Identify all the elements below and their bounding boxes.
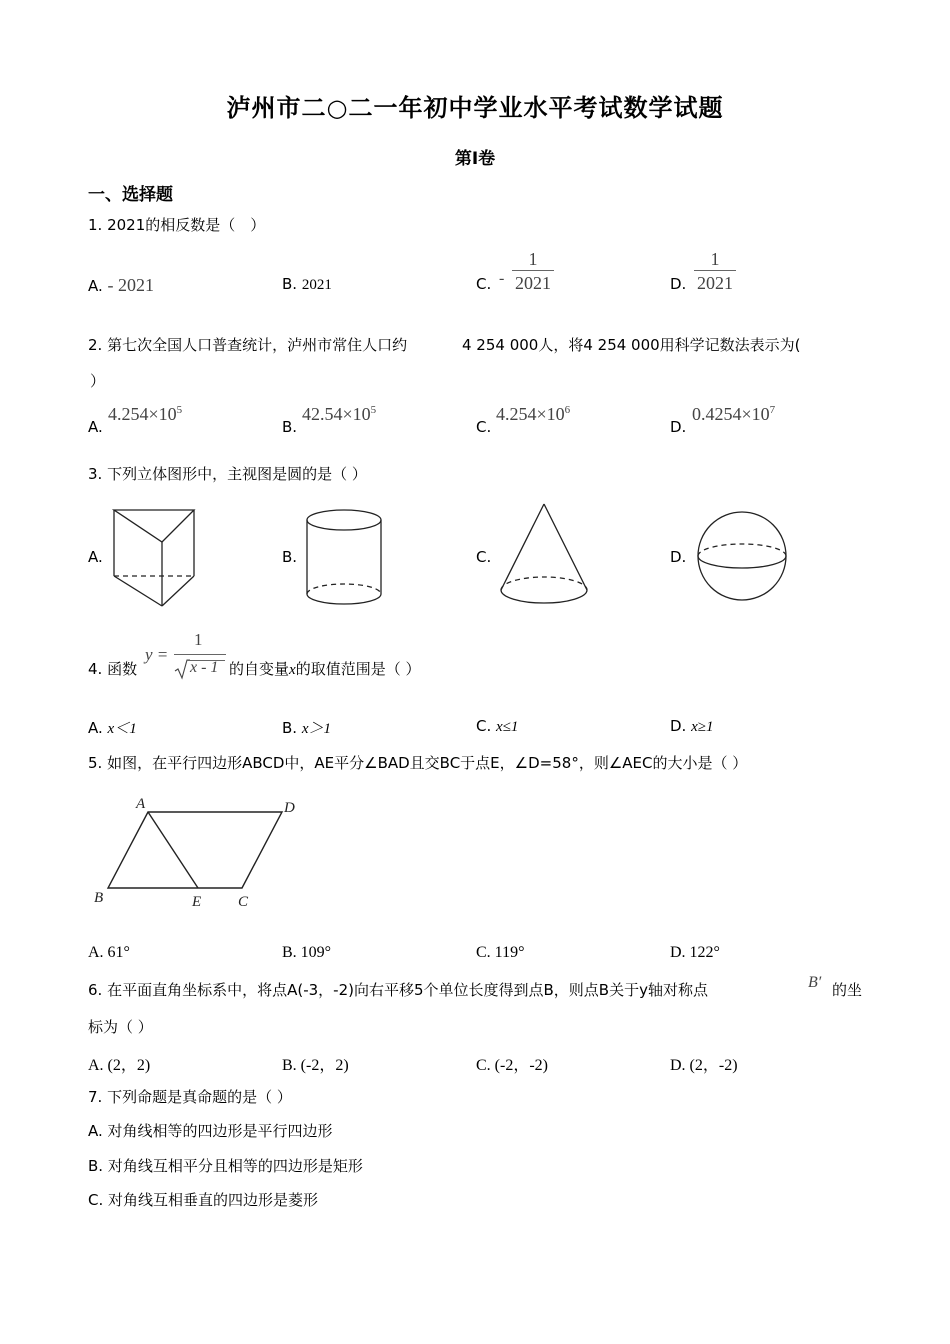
question-2-stem-part1: 2. 第七次全国人口普查统计，泸州市常住人口约 [88,336,408,354]
q3-option-b-label: B. [282,548,298,566]
q3-option-d-label: D. [670,548,687,566]
question-6-stem-part2: 的坐 [832,981,863,999]
q4-option-a-value: x＜1 [107,721,137,737]
page-title: 泸州市二○二一年初中学业水平考试数学试题 [226,94,724,122]
q3-option-a-label: A. [88,548,103,566]
question-7-stem: 7. 下列命题是真命题的是（ ） [88,1088,292,1106]
q2-option-b-exponent: 5 [370,404,377,416]
q4-option-b-label: B. [282,719,298,737]
q5-option-a: A. 61° [88,944,130,961]
q2-option-d-label: D. [670,418,687,436]
q4-option-d [670,717,714,736]
question-2-stem-part2: 4 254 000人，将4 254 000用科学记数法表示为( [462,336,801,354]
q2-option-c-exponent: 6 [564,404,571,416]
q2-option-a-value [108,404,182,425]
q2-option-a-label: A. [88,418,103,436]
q1-option-d-fraction [694,248,736,295]
question-5-stem: 5. 如图，在平行四边形ABCD中，AE平分∠BAD且交BC于点E，∠D=58°，则∠AEC的大小是（ ） [88,754,748,772]
q1-option-a-label: A. [88,277,103,295]
q2-option-b-base: 42.54×10 [302,404,371,424]
q5-point-b: B [94,890,104,906]
q6-b-prime: B′ [808,974,822,991]
q1-option-c-fraction [512,248,554,295]
q5-parallelogram-figure [88,792,308,916]
q3-option-c-label: C. [476,548,492,566]
q1-option-c-denominator: 2021 [515,273,551,293]
q5-option-d: D. 122° [670,944,720,961]
section-heading: 一、选择题 [88,185,173,205]
q1-option-a [88,275,154,296]
q4-option-c [476,717,518,736]
q1-option-c-numerator: 1 [528,249,538,269]
question-4-stem-part1: 4. 函数 [88,660,138,678]
q4-sqrt-sign [174,658,190,680]
q5-option-b: B. 109° [282,944,332,961]
q2-option-a-exponent: 5 [176,404,183,416]
q5-point-c: C [238,894,249,910]
q4-fraction-bar [174,654,226,655]
q4-variable: x [289,662,296,678]
q4-option-a [88,717,137,738]
q1-option-c-label: C. [476,275,492,293]
q1-option-a-value: - 2021 [107,275,155,295]
q5-point-d: D [284,800,295,816]
q4-function-denominator: x - 1 [190,659,219,676]
q5-option-c: C. 119° [476,944,525,961]
q7-option-b: B. 对角线互相平分且相等的四边形是矩形 [88,1157,363,1175]
q3-cone-figure [498,502,590,606]
q6-option-d: D. (2，-2) [670,1057,738,1074]
q7-option-a: A. 对角线相等的四边形是平行四边形 [88,1122,333,1140]
q2-option-d-exponent: 7 [769,404,776,416]
question-6-stem-part3: 标为（ ） [88,1018,153,1036]
q4-option-c-value: x≤1 [496,719,519,735]
q6-option-b: B. (-2，2) [282,1057,349,1074]
q2-option-b-value [302,404,376,425]
question-4-stem-part2 [229,658,420,679]
question-2-stem-part3: ） [90,372,106,390]
q4-stem-text-b: 的自变量 [229,660,290,678]
q2-option-a-base: 4.254×10 [108,404,177,424]
question-6-stem-part1: 6. 在平面直角坐标系中，将点A(-3，-2)向右平移5个单位长度得到点B，则点B关于y轴对称点 [88,981,708,999]
q3-triangular-prism-figure [110,506,200,610]
q1-option-b [282,275,332,294]
q2-option-b-label: B. [282,418,298,436]
question-3-stem: 3. 下列立体图形中，主视图是圆的是（ ） [88,465,367,483]
q4-option-d-label: D. [670,717,687,735]
q7-option-c: C. 对角线互相垂直的四边形是菱形 [88,1191,319,1209]
question-1-stem: 1. 2021的相反数是（ ） [88,216,266,234]
q1-option-b-value: 2021 [301,277,332,293]
q3-cylinder-figure [304,508,384,608]
q4-option-b [282,717,331,738]
q1-option-c-sign: - [499,270,505,287]
q2-option-c-label: C. [476,418,492,436]
q4-option-d-value: x≥1 [691,719,714,735]
q1-option-b-label: B. [282,275,298,293]
q1-option-d-numerator: 1 [710,249,720,269]
q2-option-c-value [496,404,570,425]
q4-function-lhs: y = [145,645,169,664]
q3-sphere-figure [694,510,790,604]
q6-option-c: C. (-2，-2) [476,1057,548,1074]
q4-option-b-value: x＞1 [301,721,332,737]
q2-option-d-base: 0.4254×10 [692,404,770,424]
q1-option-d-label: D. [670,275,687,293]
q6-option-a: A. (2，2) [88,1057,151,1074]
q4-option-a-label: A. [88,719,103,737]
volume-heading: 第Ⅰ卷 [454,149,496,169]
q1-option-d-denominator: 2021 [697,273,733,293]
q4-option-c-label: C. [476,717,492,735]
q5-point-e: E [192,894,202,910]
q4-stem-text-c: 的取值范围是（ ） [295,660,421,678]
q2-option-d-value [692,404,775,425]
q4-function-numerator: 1 [194,630,203,649]
q5-point-a: A [136,796,146,812]
q2-option-c-base: 4.254×10 [496,404,565,424]
